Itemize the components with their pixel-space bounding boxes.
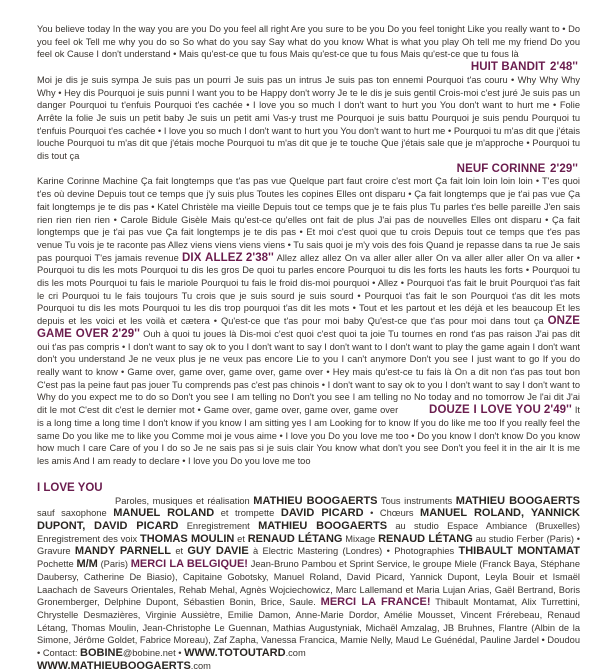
track-duration: 2'48'' (550, 61, 578, 74)
track-title: HUIT BANDIT (470, 61, 546, 74)
credit-name: MATHIEU BOOGAERTS (253, 494, 378, 507)
credit-name: WWW.TOTOUTARD (184, 647, 286, 660)
credit-text: et trompette (214, 508, 281, 519)
lyrics-text: Ouh à quoi tu joues là Dis-moi c'est quoi c'est quoi ta joie Tu tournes en rond t'as pas raison J'ai pas dit oui t'as pas compris • I don't want to say ok to you I don't want to say I don't want to I don't want to play the game again I don't want don't you understand Je ne veux plus je ne veux pas encore Lie to you I can't anymore Don't you see I just want to go If you do really want to know • Game over, game over, game over, game over • Hey mais qu'est-ce tu fais là On a dit non t'as pas tout bon C'est pas la peine faut pas jouer Tu comprends pas c'est pas chinois • I don't want to say ok to you I don't want to say I don't want to Why do you expect me to do so Don't you see I am telling no Don't you see I am telling no No today and no tomorrow Je l'ai dit J'ai dit le mot C'est dit c'est le dernier mot • Game over, game over, game over, game over (37, 328, 580, 416)
footer-website[interactable] (37, 660, 580, 672)
credit-name: GUY DAVIE (187, 545, 249, 558)
credit-name: MANUEL ROLAND (113, 507, 215, 520)
lyrics-block (37, 23, 580, 468)
credit-name: MANDY PARNELL (74, 545, 171, 558)
credit-text: @bobine.net • (122, 648, 185, 659)
credit-text: Enregistrement (178, 521, 259, 532)
footer-website-suffix: .com (190, 660, 211, 671)
credit-name: RENAUD LÉTANG (378, 532, 473, 545)
credit-text: • Chœurs (363, 508, 421, 519)
credit-text: à Electric Mastering (Londres) • Photographies (248, 546, 459, 557)
track-title: DIX ALLEZ (182, 251, 243, 264)
thanks-heading: MERCI LA FRANCE! (320, 596, 431, 609)
credit-text: (Paris) (97, 559, 131, 570)
lyrics-text: Karine Corinne Machine Ça fait longtemps que t'as pas vue Quelque part faut croire c'est mort Ça fait loin loin loin loin • T'es quoi t'es où devine Depuis tout ce temps que j'y suis plus Toutes les copines Elles ont disparu • Ça fait longtemps que je t'ai pas vue Ça fait longtemps je te dis pas • Katel Christèle ma vieille Depuis tout ce temps que je te fais plus Tu parles t'es belle pareille J'en sais rien rien rien rien • Carole Bidule Gisèle Mais qu'est-ce qu'elles ont fait de plus J'ai pas de nouvelles Elles ont disparu • Ça fait longtemps que je t'ai pas vue Ça fait longtemps je te dis pas • Et moi c'est quoi que tu crois Depuis tout ce temps que t'es pas venue Tu vois je te raconte pas Allez viens viens viens viens • Tu sais quoi je m'y vois des fois Quand je repasse dans ta rue Je sais pas pourquoi T'es jamais revenue (37, 176, 580, 263)
credit-text: Paroles, musiques et réalisation (115, 495, 254, 506)
credit-text: au studio Ferber (Paris) • Gravure (37, 533, 581, 557)
credit-text: sauf saxophone (37, 508, 114, 519)
lyrics-text: You believe today In the way you are you Do you feel all right Are you sure to be you Do you feel tonight Like you really want to • Do you feel ok Tell me why you do so So what do you say Say what do you know What is what you play Oh tell me my friend Do you feel ok Cause I don't understand • Mais qu'est-ce que tu fous Mais qu'est-ce que tu fous Mais qu'est-ce que tu fous là (37, 24, 580, 60)
credit-name: THOMAS MOULIN (140, 532, 235, 545)
credit-name: M/M (76, 558, 98, 571)
credit-name: MANUEL ROLAND, YANNICK DUPONT, DAVID PICARD (37, 507, 580, 533)
lyrics-text: Allez allez allez On va aller aller aller On va aller aller aller On va aller • Pourquoi tu dis les mots Pourquoi tu dis les gros De quoi tu parles encore Pourquoi tu dis les forts les hauts les forts • Pourquoi tu dis les mots Pourquoi tu fais le mariole Pourquoi tu fais le froid dis-moi pourquoi • Allez • Pourquoi t'as fait le bruit Pourquoi t'as fait le cri Pourquoi tu le fais toujours Tu crois que je suis sourd je suis sourd • Pourquoi t'as fait le son Pourquoi t'as dit les mots Pourquoi tu dis les mots Pourquoi tu les dis trop pourquoi t'as dit les mots • Tout et les partout et les déjà et les beaucoup Et les depuis et les voici et les voilà et cætera • Qu'est-ce que t'as pour moi baby Qu'est-ce que t'as pour moi dans tout ça (37, 252, 580, 327)
footer-website-name: WWW.MATHIEUBOOGAERTS (37, 659, 191, 672)
track-heading (182, 253, 274, 263)
credit-name: THIBAULT MONTAMAT (458, 545, 580, 558)
track-heading (429, 405, 572, 415)
credit-name: MATHIEU BOOGAERTS (258, 520, 388, 533)
lyrics-text: It is a long time a long time I don't know if you know I am sitting yes I am Looking for to know If you do like me too If you really feel the same Do you like me to like you Comme moi je vous aime • I love you Do you love me too • Do you know I don't know Do you know how much I care Care of you I do so Je ne sais pas si je suis clair You know what don't you see Don't you feel it in the air It is me les amis And I am ready to declare • I love you Do you love me too (37, 405, 581, 466)
track-duration: 2'29'' (111, 327, 140, 340)
credit-text: au studio Espace Ambiance (Bruxelles) Enregistrement des voix (37, 521, 580, 544)
credit-text: Jean-Bruno Pambou et Sprint Service, le groupe Miele (Franck Baya, Stéphane Daubersy, Catherine De Biasio), Capitaine Gobotsky, Manuel Roland, David Picard, Yannick Dupont, Leyla Bouir et Ismaël Laachach de Saveurs Orientales, Rehab Mehal, Agnès Wojciechowicz, Marc Lallemand et Maria Lujan Arias, Gaël Bertrand, Boris Gronemberger, Delphine Dupont, Sébastien Bonin, Brice, Saule. (37, 559, 581, 608)
credit-name: DAVID PICARD (280, 507, 364, 520)
track-title: ONZE GAME OVER (37, 315, 580, 340)
credit-text: Thibault Montamat, Alix Turrettini, Chrystelle Desmazières, Virginie Aussiètre, Emilie Damon, Anne-Marie Dordor, Amélie Mousset, Vincent Frérebeau, Renaud Létang, Thomas Moulin, Jean-Christophe Le Guennan, Mathias Augustyniak, Michaël Amzalag, JB Bruhnes, Flantre (Albin de la Simone, Jérôme Goldet, Fabrice Moreau), Zaf Zapha, Vanessa Francica, Mamie Nelly, Maud Le Guénédal, Pauline Jardel • Doudou • Contact: (37, 597, 581, 659)
track-title: DOUZE I LOVE YOU (429, 404, 541, 417)
credits-title: I LOVE YOU (37, 481, 103, 494)
credits-block (37, 495, 580, 660)
credit-text: Pochette (37, 559, 77, 570)
track-duration: 2'49'' (543, 404, 572, 417)
track-heading (37, 163, 580, 176)
credit-text: et (234, 533, 248, 544)
credit-name: BOBINE (80, 647, 123, 660)
lyrics-text: Moi je dis je suis sympa Je suis pas un pourri Je suis pas un intrus Je suis pas ton ennemi Pourquoi t'as couru • Why Why Why Why • Hey dis Pourquoi je suis punni I want you to be Happy don't worry Je te le dis je suis gentil Crois-moi c'est juré Je suis pas un danger Pourquoi tu t'enfuis Pourquoi t'es cachée • I love you so much I don't want to hurt you You don't want to hurt me • Folie Arrête la folie Je suis un petit baby Je suis un petit ami Vas-y trust me Pourquoi je suis battu Pourquoi je suis pendu Pourquoi tu t'enfuis Pourquoi t'es cachée • I love you so much I don't want to hurt you You don't want to hurt me • Pourquoi tu m'as dit que j'étais louche Pourquoi tu m'as dit que j'étais moche Pourquoi tu m'as dit que je te touche Que j'étais sale que je m'approche • Pourquoi tu dis tout ça (37, 74, 580, 162)
track-title: NEUF CORINNE (456, 162, 546, 175)
track-duration: 2'29'' (550, 162, 578, 175)
credit-name: RENAUD LÉTANG (247, 532, 343, 545)
credits-paragraph (37, 495, 580, 660)
credit-text: et (171, 546, 188, 557)
credit-text: Mixage (342, 533, 379, 544)
credit-text: .com (285, 648, 306, 659)
credit-name: MATHIEU BOOGAERTS (455, 494, 580, 507)
credit-text: Tous instruments (377, 495, 456, 506)
track-duration: 2'38'' (245, 251, 274, 264)
track-heading (37, 61, 580, 74)
thanks-heading: MERCI LA BELGIQUE! (130, 558, 248, 571)
